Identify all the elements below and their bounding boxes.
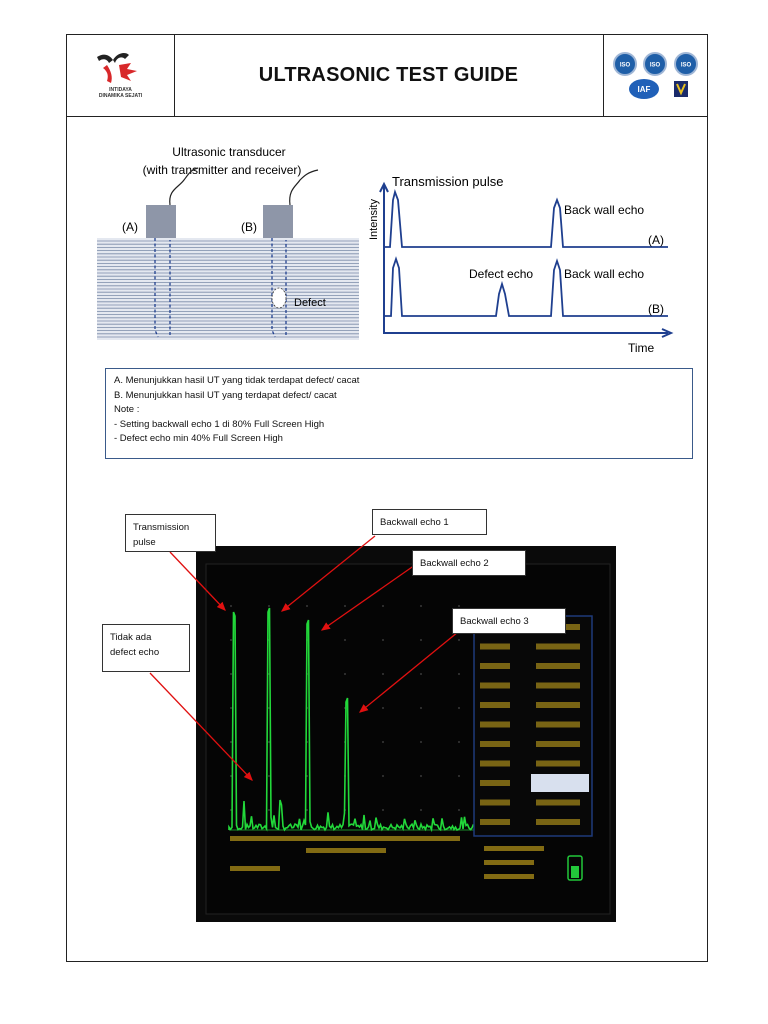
- note-line-a: A. Menunjukkan hasil UT yang tidak terdapat defect/ cacat: [114, 375, 360, 386]
- note-line-b: B. Menunjukkan hasil UT yang terdapat defect/ cacat: [114, 389, 337, 401]
- callout-backwall-echo-1: [372, 509, 487, 535]
- callout-backwall2-label: Backwall echo 2: [420, 558, 489, 569]
- callout-no-defect-line1: Tidak ada: [110, 632, 152, 643]
- transmission-pulse-label: Transmission pulse: [392, 174, 504, 189]
- back-wall-echo-label-a: Back wall echo: [564, 203, 645, 217]
- callout-transmission-line1: Transmission: [133, 522, 190, 533]
- callout-backwall-echo-2: [412, 550, 526, 576]
- trace-label-a: (A): [648, 233, 664, 247]
- callout-no-defect-line2: defect echo: [110, 647, 160, 658]
- callout-backwall3-label: Backwall echo 3: [460, 616, 529, 627]
- iaf-badge-label: IAF: [637, 85, 651, 94]
- note-heading: Note :: [114, 404, 140, 415]
- defect-echo-label: Defect echo: [469, 267, 534, 281]
- arrow-backwall3: [360, 632, 458, 712]
- company-name-line2: DINAMIKA SEJATI: [98, 93, 143, 99]
- company-name-line1: INTIDAYA: [109, 87, 132, 93]
- callout-backwall-echo-3: [452, 608, 566, 634]
- transducer-label-line2: (with transmitter and receiver): [142, 163, 302, 177]
- callout-backwall1-label: Backwall echo 1: [380, 517, 449, 528]
- back-wall-echo-label-b: Back wall echo: [564, 267, 645, 281]
- transducer-label-line1: Ultrasonic transducer: [172, 145, 286, 159]
- y-axis-label: Intensity: [368, 199, 380, 240]
- arrow-transmission: [170, 552, 225, 610]
- callout-transmission-line2: pulse: [133, 537, 156, 548]
- callout-no-defect-echo: [102, 624, 190, 672]
- note-line-defect: - Defect echo min 40% Full Screen High: [114, 433, 283, 444]
- probe-label-a: (A): [122, 220, 138, 234]
- page-title: ULTRASONIC TEST GUIDE: [258, 64, 519, 86]
- probe-label-b: (B): [241, 220, 257, 234]
- arrow-backwall2: [322, 565, 415, 630]
- arrow-no-defect: [150, 673, 252, 780]
- iso-badge-label: ISO: [619, 62, 631, 69]
- x-axis-label: Time: [628, 341, 655, 355]
- trace-label-b: (B): [648, 302, 664, 316]
- iso-badge-label: ISO: [649, 62, 661, 69]
- arrow-backwall1: [282, 536, 375, 611]
- iso-badge-label: ISO: [680, 62, 692, 69]
- defect-label: Defect: [294, 297, 326, 309]
- note-line-backwall: - Setting backwall echo 1 di 80% Full Screen High: [114, 418, 325, 430]
- callout-transmission-pulse: [125, 514, 216, 552]
